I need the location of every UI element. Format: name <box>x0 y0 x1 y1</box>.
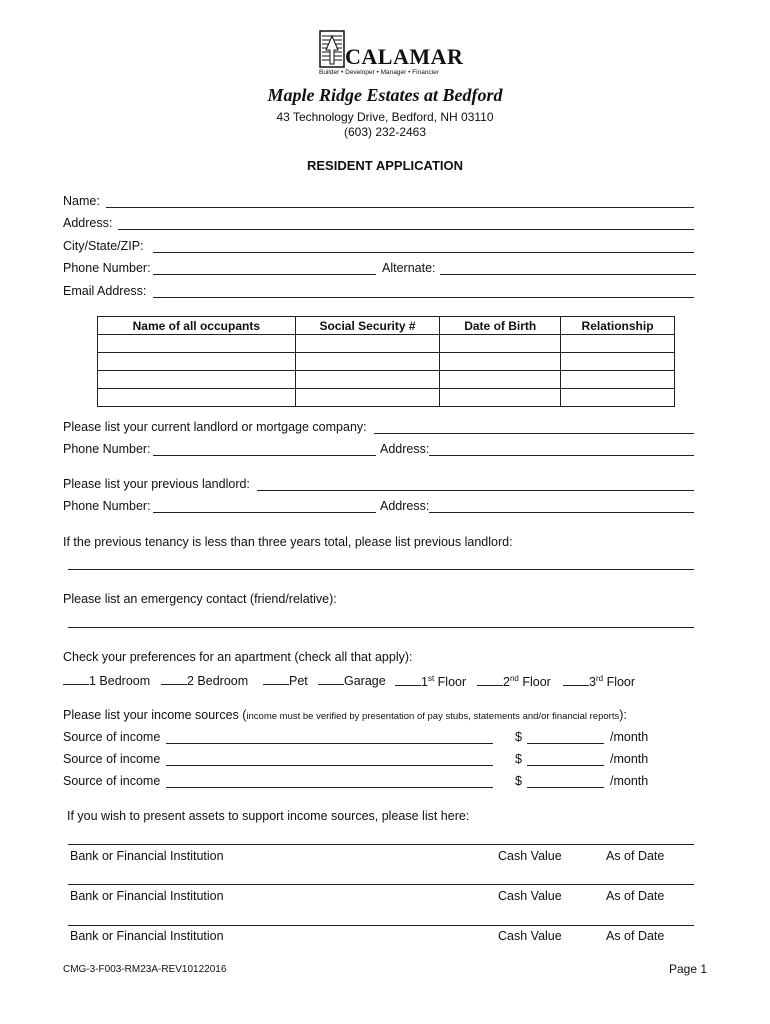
current-landlord-address-field[interactable] <box>429 455 694 456</box>
property-name: Maple Ridge Estates at Bedford <box>267 85 503 105</box>
first-floor-word: Floor <box>437 675 467 690</box>
previous-landlord-address-label: Address: <box>380 499 430 513</box>
first-floor-number: 1 <box>421 675 428 690</box>
ssn-cell[interactable] <box>295 335 440 353</box>
garage-label: Garage <box>344 674 386 688</box>
income-source-label: Source of income <box>63 730 161 744</box>
third-floor-option[interactable] <box>563 674 635 689</box>
logo-text: CALAMAR <box>345 44 464 69</box>
prior-landlord-field[interactable] <box>68 569 694 570</box>
address-label: Address: <box>63 216 113 230</box>
cash-value-label: Cash Value <box>498 929 562 943</box>
income-amount-field[interactable] <box>527 787 604 788</box>
dob-cell[interactable] <box>440 389 561 407</box>
third-floor-suffix: rd <box>595 674 604 683</box>
preferences-label: Check your preferences for an apartment (check all that apply): <box>63 650 413 664</box>
per-month-label: /month <box>610 774 649 788</box>
second-floor-word: Floor <box>522 675 551 690</box>
name-field[interactable] <box>106 207 694 208</box>
income-source-label: Source of income <box>63 774 161 788</box>
dob-cell[interactable] <box>440 353 561 371</box>
per-month-label: /month <box>610 752 649 766</box>
dollar-sign: $ <box>515 752 522 766</box>
income-source-field[interactable] <box>166 765 493 766</box>
relationship-cell[interactable] <box>561 389 675 407</box>
first-floor-blank[interactable] <box>395 685 421 686</box>
current-landlord-phone-field[interactable] <box>153 455 376 456</box>
page-number: Page 1 <box>669 962 708 976</box>
table-row <box>98 371 675 389</box>
asset-row-field[interactable] <box>68 884 694 885</box>
table-row <box>98 353 675 371</box>
occupants-header-row <box>98 317 675 335</box>
ssn-cell[interactable] <box>295 353 440 371</box>
first-floor-suffix: st <box>427 674 435 683</box>
ssn-cell[interactable] <box>295 371 440 389</box>
ssn-cell[interactable] <box>295 389 440 407</box>
second-floor-suffix: nd <box>509 674 519 683</box>
garage-option[interactable] <box>318 674 386 688</box>
table-row <box>98 389 675 407</box>
email-label: Email Address: <box>63 284 147 298</box>
email-field[interactable] <box>153 297 694 298</box>
income-label-text: Please list your income sources ( <box>63 708 247 722</box>
property-address: 43 Technology Drive, Bedford, NH 03110 <box>276 110 494 124</box>
current-landlord-phone-label: Phone Number: <box>63 442 151 456</box>
tenancy-note: If the previous tenancy is less than three years total, please list previous landlord: <box>63 535 513 549</box>
one-bedroom-blank[interactable] <box>63 684 89 685</box>
second-floor-blank[interactable] <box>477 685 503 686</box>
ssn-header: Social Security # <box>295 317 440 335</box>
third-floor-word: Floor <box>606 675 636 690</box>
occupant-name-header: Name of all occupants <box>98 317 296 335</box>
third-floor-number: 3 <box>589 675 596 690</box>
income-amount-field[interactable] <box>527 743 604 744</box>
first-floor-option[interactable] <box>395 674 466 689</box>
two-bedroom-label: 2 Bedroom <box>187 674 249 688</box>
garage-blank[interactable] <box>318 684 344 685</box>
emergency-contact-field[interactable] <box>68 627 694 628</box>
relationship-cell[interactable] <box>561 335 675 353</box>
pet-option[interactable] <box>263 674 308 688</box>
as-of-date-label: As of Date <box>606 849 665 863</box>
city-state-zip-label: City/State/ZIP: <box>63 239 144 253</box>
relationship-cell[interactable] <box>561 371 675 389</box>
asset-row-field[interactable] <box>68 844 694 845</box>
two-bedroom-option[interactable] <box>161 674 248 688</box>
income-note: income must be verified by presentation of pay stubs, statements and/or financial reports <box>246 711 620 722</box>
one-bedroom-label: 1 Bedroom <box>89 674 151 688</box>
phone-field[interactable] <box>153 274 376 275</box>
two-bedroom-blank[interactable] <box>161 684 187 685</box>
property-phone: (603) 232-2463 <box>343 125 427 139</box>
second-floor-option[interactable] <box>477 674 551 689</box>
income-amount-field[interactable] <box>527 765 604 766</box>
as-of-date-label: As of Date <box>606 929 665 943</box>
income-label <box>63 708 627 722</box>
asset-row-field[interactable] <box>68 925 694 926</box>
second-floor-number: 2 <box>503 675 510 690</box>
previous-landlord-phone-field[interactable] <box>153 512 376 513</box>
city-state-zip-field[interactable] <box>153 252 694 253</box>
logo-mark-icon <box>319 30 345 68</box>
relationship-cell[interactable] <box>561 353 675 371</box>
logo-tagline: Builder • Developer • Manager • Financier <box>319 69 439 76</box>
dob-cell[interactable] <box>440 335 561 353</box>
income-source-label: Source of income <box>63 752 161 766</box>
current-landlord-field[interactable] <box>374 433 694 434</box>
previous-landlord-address-field[interactable] <box>429 512 694 513</box>
pet-label: Pet <box>289 674 308 688</box>
cash-value-label: Cash Value <box>498 849 562 863</box>
assets-label: If you wish to present assets to support income sources, please list here: <box>67 809 470 823</box>
occupant-name-cell[interactable] <box>98 335 296 353</box>
per-month-label: /month <box>610 730 649 744</box>
alternate-label: Alternate: <box>382 261 436 275</box>
name-label: Name: <box>63 194 100 208</box>
current-landlord-label: Please list your current landlord or mortgage company: <box>63 420 367 434</box>
institution-label: Bank or Financial Institution <box>70 849 224 863</box>
as-of-date-label: As of Date <box>606 889 665 903</box>
current-landlord-address-label: Address: <box>380 442 430 456</box>
previous-landlord-label: Please list your previous landlord: <box>63 477 250 491</box>
dollar-sign: $ <box>515 730 522 744</box>
occupant-name-cell[interactable] <box>98 371 296 389</box>
previous-landlord-field[interactable] <box>257 490 694 491</box>
dob-cell[interactable] <box>440 371 561 389</box>
cash-value-label: Cash Value <box>498 889 562 903</box>
emergency-contact-label: Please list an emergency contact (friend/relative): <box>63 592 337 606</box>
third-floor-blank[interactable] <box>563 685 589 686</box>
table-row <box>98 335 675 353</box>
occupant-name-cell[interactable] <box>98 389 296 407</box>
address-field[interactable] <box>118 229 694 230</box>
one-bedroom-option[interactable] <box>63 674 150 688</box>
income-source-field[interactable] <box>166 787 493 788</box>
occupant-name-cell[interactable] <box>98 353 296 371</box>
form-title: RESIDENT APPLICATION <box>306 158 463 173</box>
institution-label: Bank or Financial Institution <box>70 929 224 943</box>
relationship-header: Relationship <box>561 317 675 335</box>
alternate-phone-field[interactable] <box>440 274 696 275</box>
form-code: CMG-3-F003-RM23A-REV10122016 <box>63 964 227 975</box>
income-source-field[interactable] <box>166 743 493 744</box>
phone-label: Phone Number: <box>63 261 151 275</box>
pet-blank[interactable] <box>263 684 289 685</box>
logo <box>319 30 464 78</box>
institution-label: Bank or Financial Institution <box>70 889 224 903</box>
dob-header: Date of Birth <box>440 317 561 335</box>
dollar-sign: $ <box>515 774 522 788</box>
previous-landlord-phone-label: Phone Number: <box>63 499 151 513</box>
income-label-close: ): <box>619 708 627 722</box>
occupants-table <box>97 316 675 407</box>
